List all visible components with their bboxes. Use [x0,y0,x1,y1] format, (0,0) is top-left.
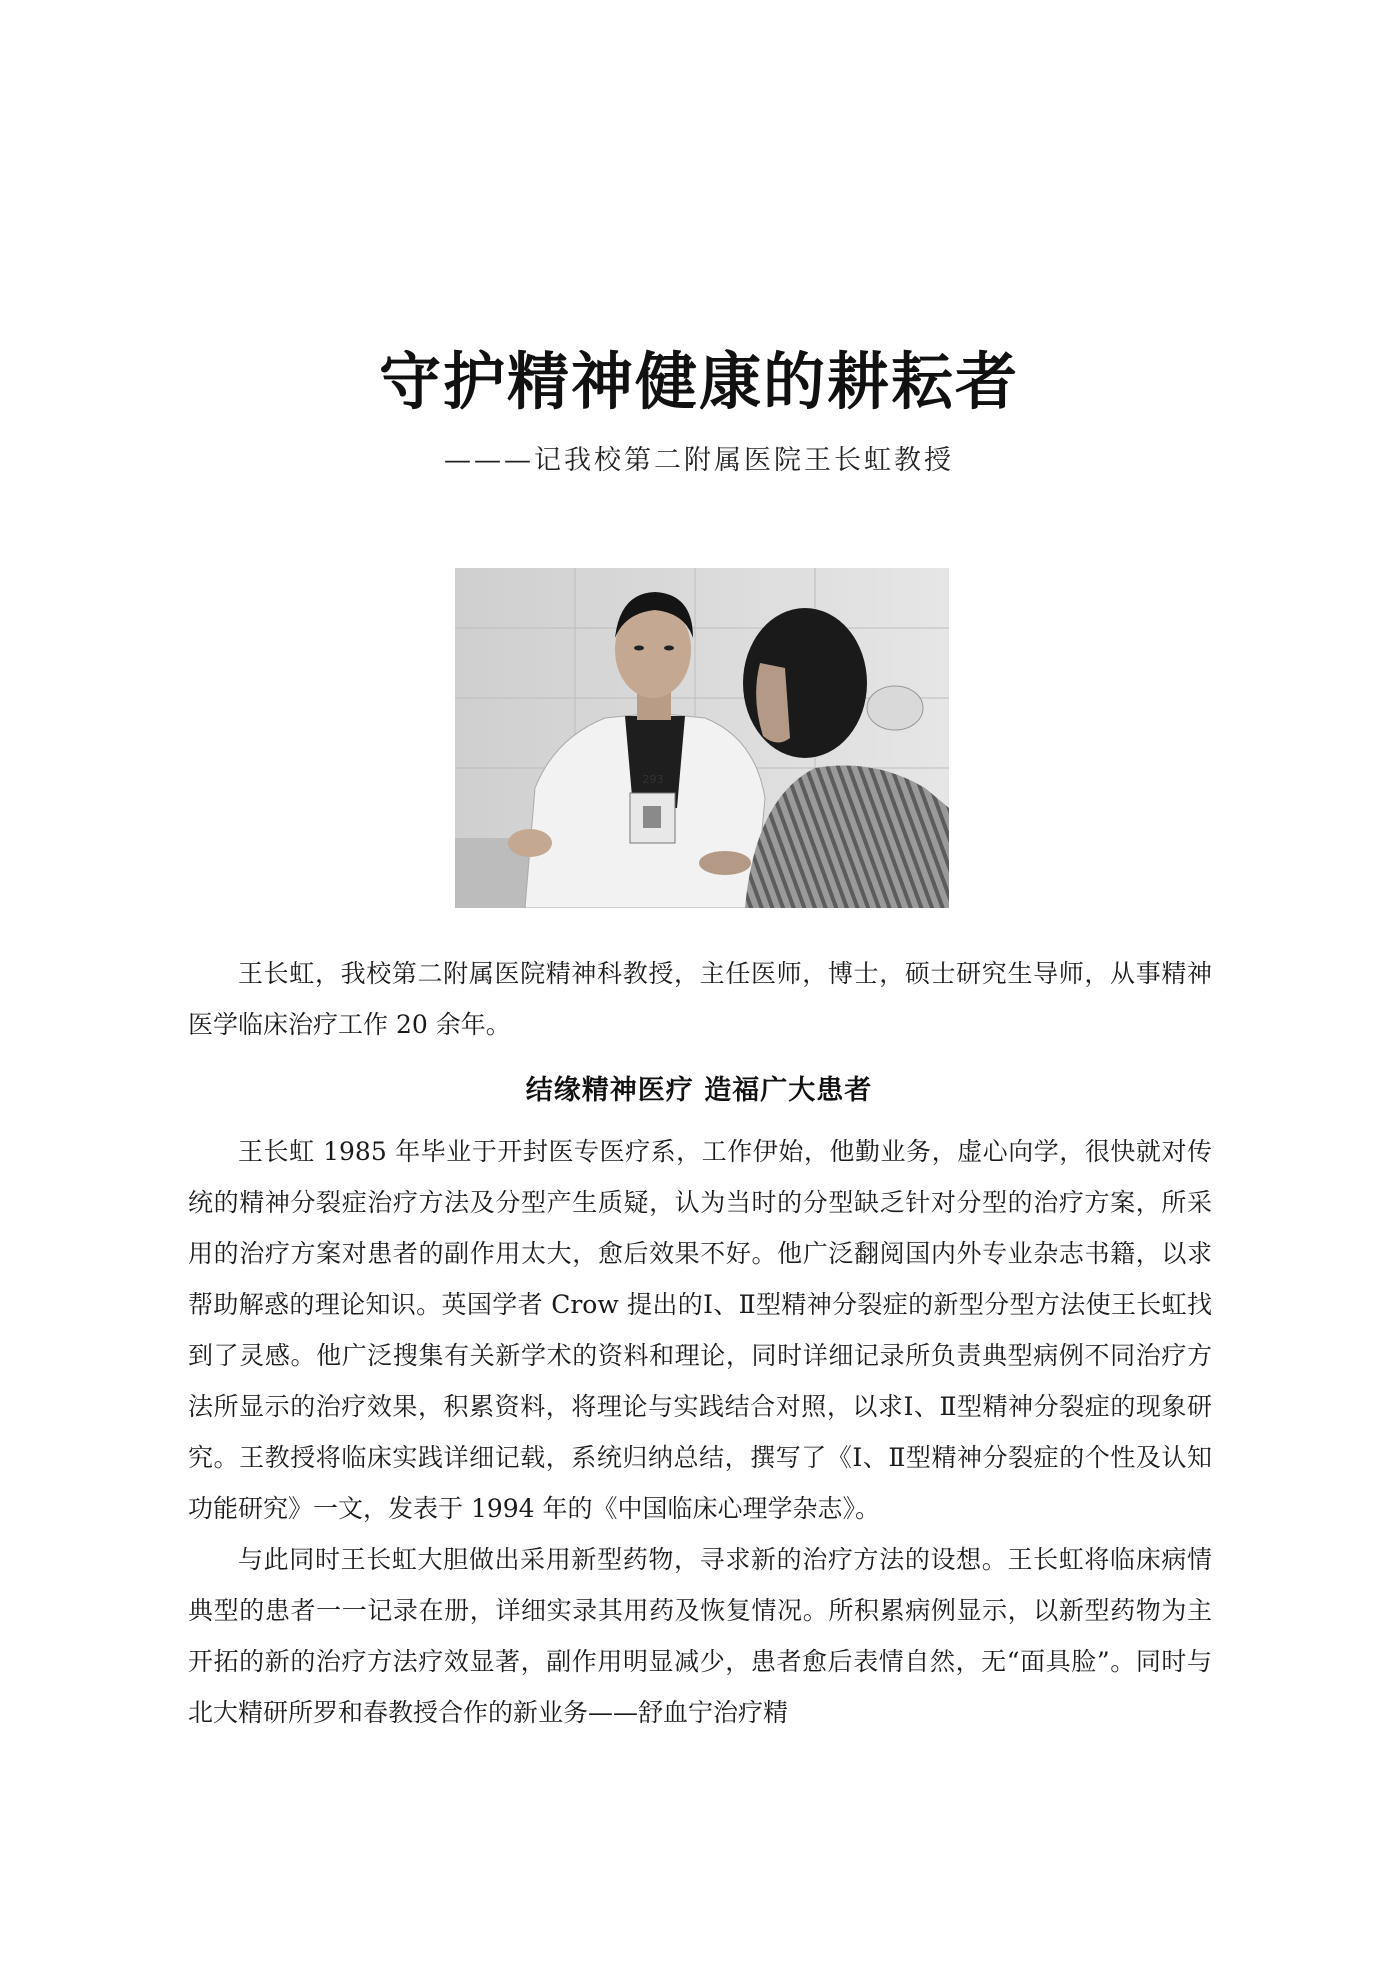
article-subtitle: ———记我校第二附属医院王长虹教授 [444,445,954,476]
article-title: 守护精神健康的耕耘者 [378,345,1019,418]
badge-number: 293 [642,773,664,786]
main-text-block [188,1126,1212,1738]
intro-paragraph: 王长虹，我校第二附属医院精神科教授，主任医师，博士，硕士研究生导师，从事精神医学临床治疗工作 20 余年。 [188,959,1212,1039]
intro-paragraph-block [188,948,1212,1050]
body-paragraph-1: 王长虹 1985 年毕业于开封医专医疗系，工作伊始，他勤业务，虚心向学，很快就对传统的精神分裂症治疗方法及分型产生质疑，认为当时的分型缺乏针对分型的治疗方案，所采用的治疗方案对患者的副作用太大，愈后效果不好。他广泛翻阅国内外专业杂志书籍，以求帮助解惑的理论知识。英国学者 Crow 提出的Ⅰ、Ⅱ型精神分裂症的新型分型方法使王长虹找到了灵感。他广泛搜集有关新学术的资料和理论，同时详细记录所负责典型病例不同治疗方法所显示的治疗效果，积累资料，将理论与实践结合对照，以求Ⅰ、Ⅱ型精神分裂症的现象研究。王教授将临床实践详细记载，系统归纳总结，撰写了《Ⅰ、Ⅱ型精神分裂症的个性及认知功能研究》一文，发表于 1994 年的《中国临床心理学杂志》。 [188,1137,1212,1523]
body-paragraph-2: 与此同时王长虹大胆做出采用新型药物，寻求新的治疗方法的设想。王长虹将临床病情典型的患者一一记录在册，详细实录其用药及恢复情况。所积累病例显示，以新型药物为主开拓的新的治疗方法疗效显著，副作用明显减少，患者愈后表情自然，无“面具脸”。同时与北大精研所罗和春教授合作的新业务——舒血宁治疗精 [188,1545,1212,1727]
doctor-consultation-photo [455,568,949,908]
section-heading: 结缘精神医疗 造福广大患者 [525,1075,873,1106]
